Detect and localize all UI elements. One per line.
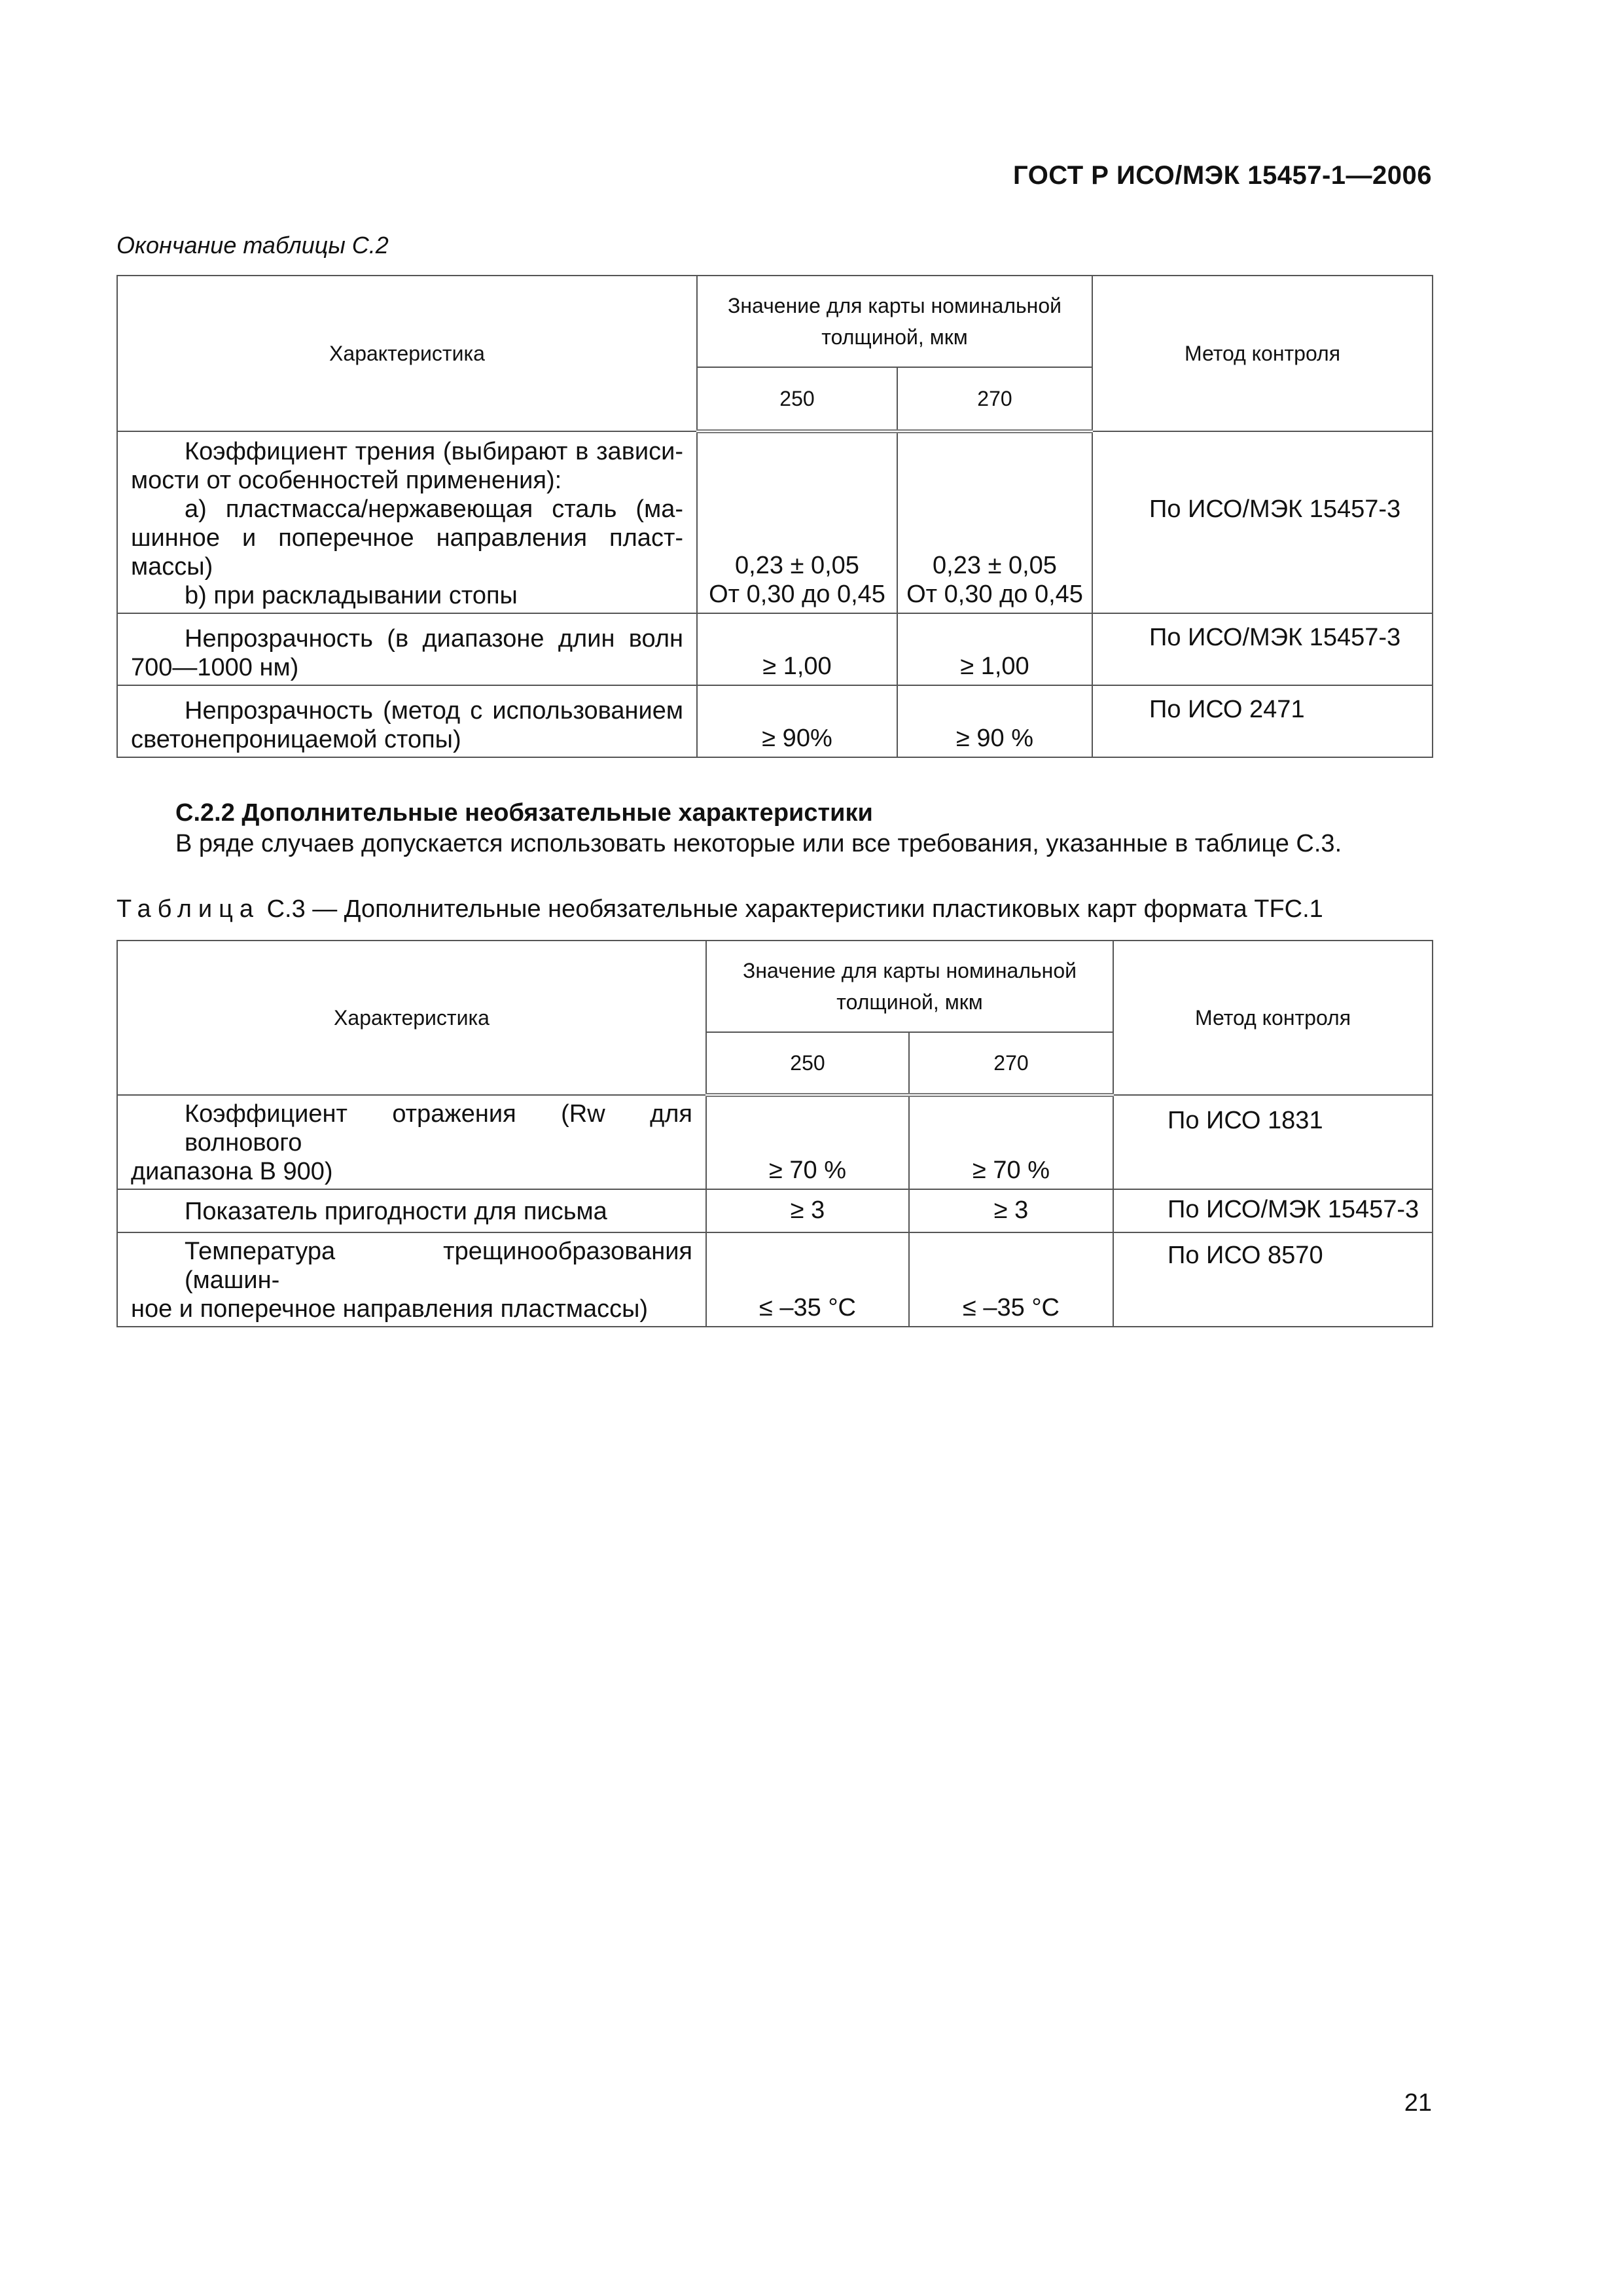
cell-characteristic [117,1189,706,1232]
header-thickness-250: 250 [697,367,897,431]
cell-value-250 [697,431,897,613]
section-paragraph: В ряде случаев допускается использовать некоторые или все требования, указанные в таблице С.3. [175,830,1342,857]
cell-characteristic [117,685,697,757]
cell-method: По ИСО/МЭК 15457-3 [1092,431,1433,613]
cell-method: По ИСО 1831 [1113,1095,1433,1189]
standard-designation: ГОСТ Р ИСО/МЭК 15457-1—2006 [1013,161,1432,190]
value-line: От 0,30 до 0,45 [709,581,885,608]
header-characteristic: Характеристика [117,941,706,1095]
cell-value-250: ≥ 70 % [706,1095,909,1189]
char-line: а) пластмасса/нержавеющая сталь (ма- [185,495,683,523]
cell-characteristic [117,1095,706,1189]
cell-method: По ИСО 2471 [1092,685,1433,757]
char-line: мости от особенностей применения): [131,467,562,494]
char-line: 700—1000 нм) [131,654,299,681]
cell-characteristic [117,431,697,613]
table-row [117,1232,1433,1327]
char-line: диапазона B 900) [131,1158,333,1185]
cell-value-250: ≥ 1,00 [697,613,897,685]
cell-characteristic [117,1232,706,1327]
cell-value-250: ≥ 90% [697,685,897,757]
char-line: ное и поперечное направления пластмассы) [131,1295,649,1323]
char-line: массы) [131,553,213,581]
header-value-group: Значение для карты номинальной толщиной, мкм [706,941,1113,1032]
table-c3-caption [116,895,1323,924]
header-thickness-270: 270 [897,367,1092,431]
table-row [117,685,1433,757]
section-heading: С.2.2 Дополнительные необязательные характеристики [175,799,873,827]
cell-value-270: ≥ 1,00 [897,613,1092,685]
cell-value-270: ≤ –35 °C [909,1232,1113,1327]
cell-value-270: ≥ 3 [909,1189,1113,1232]
char-line: светонепроницаемой стопы) [131,726,461,753]
cell-value-250: ≥ 3 [706,1189,909,1232]
header-characteristic: Характеристика [117,276,697,431]
table-continuation-title: Окончание таблицы С.2 [116,232,389,259]
header-thickness-270: 270 [909,1032,1113,1095]
table-c3 [116,940,1433,1327]
char-line: b) при раскладывании стопы [185,582,518,609]
cell-value-270: ≥ 70 % [909,1095,1113,1189]
page-number: 21 [1404,2089,1432,2117]
table-caption-label: Таблица [116,895,260,923]
value-line: 0,23 ± 0,05 [735,552,859,579]
char-line: шинное и поперечное направления пласт- [131,524,683,552]
table-row [117,1189,1433,1232]
cell-value-250: ≤ –35 °C [706,1232,909,1327]
char-line: Коэффициент отражения (Rw для волнового [185,1100,692,1157]
header-method: Метод контроля [1092,276,1433,431]
cell-value-270 [897,431,1092,613]
cell-method: По ИСО 8570 [1113,1232,1433,1327]
cell-value-270: ≥ 90 % [897,685,1092,757]
table-caption-text: С.3 — Дополнительные необязательные характеристики пластиковых карт формата TFC.1 [266,895,1323,923]
table-row [117,431,1433,613]
char-line: Непрозрачность (метод с использованием [185,697,683,725]
char-line: Непрозрачность (в диапазоне длин волн [185,625,683,653]
cell-characteristic [117,613,697,685]
cell-method: По ИСО/МЭК 15457-3 [1092,613,1433,685]
header-method: Метод контроля [1113,941,1433,1095]
char-line: Показатель пригодности для письма [185,1198,607,1225]
table-c2 [116,275,1433,758]
char-line: Температура трещинообразования (машин- [185,1238,692,1294]
header-value-group: Значение для карты номинальной толщиной, мкм [697,276,1092,367]
value-line: От 0,30 до 0,45 [906,581,1083,608]
header-thickness-250: 250 [706,1032,909,1095]
table-row [117,613,1433,685]
char-line: Коэффициент трения (выбирают в зависи- [185,438,683,465]
cell-method: По ИСО/МЭК 15457-3 [1113,1189,1433,1232]
value-line: 0,23 ± 0,05 [933,552,1057,579]
table-row [117,1095,1433,1189]
